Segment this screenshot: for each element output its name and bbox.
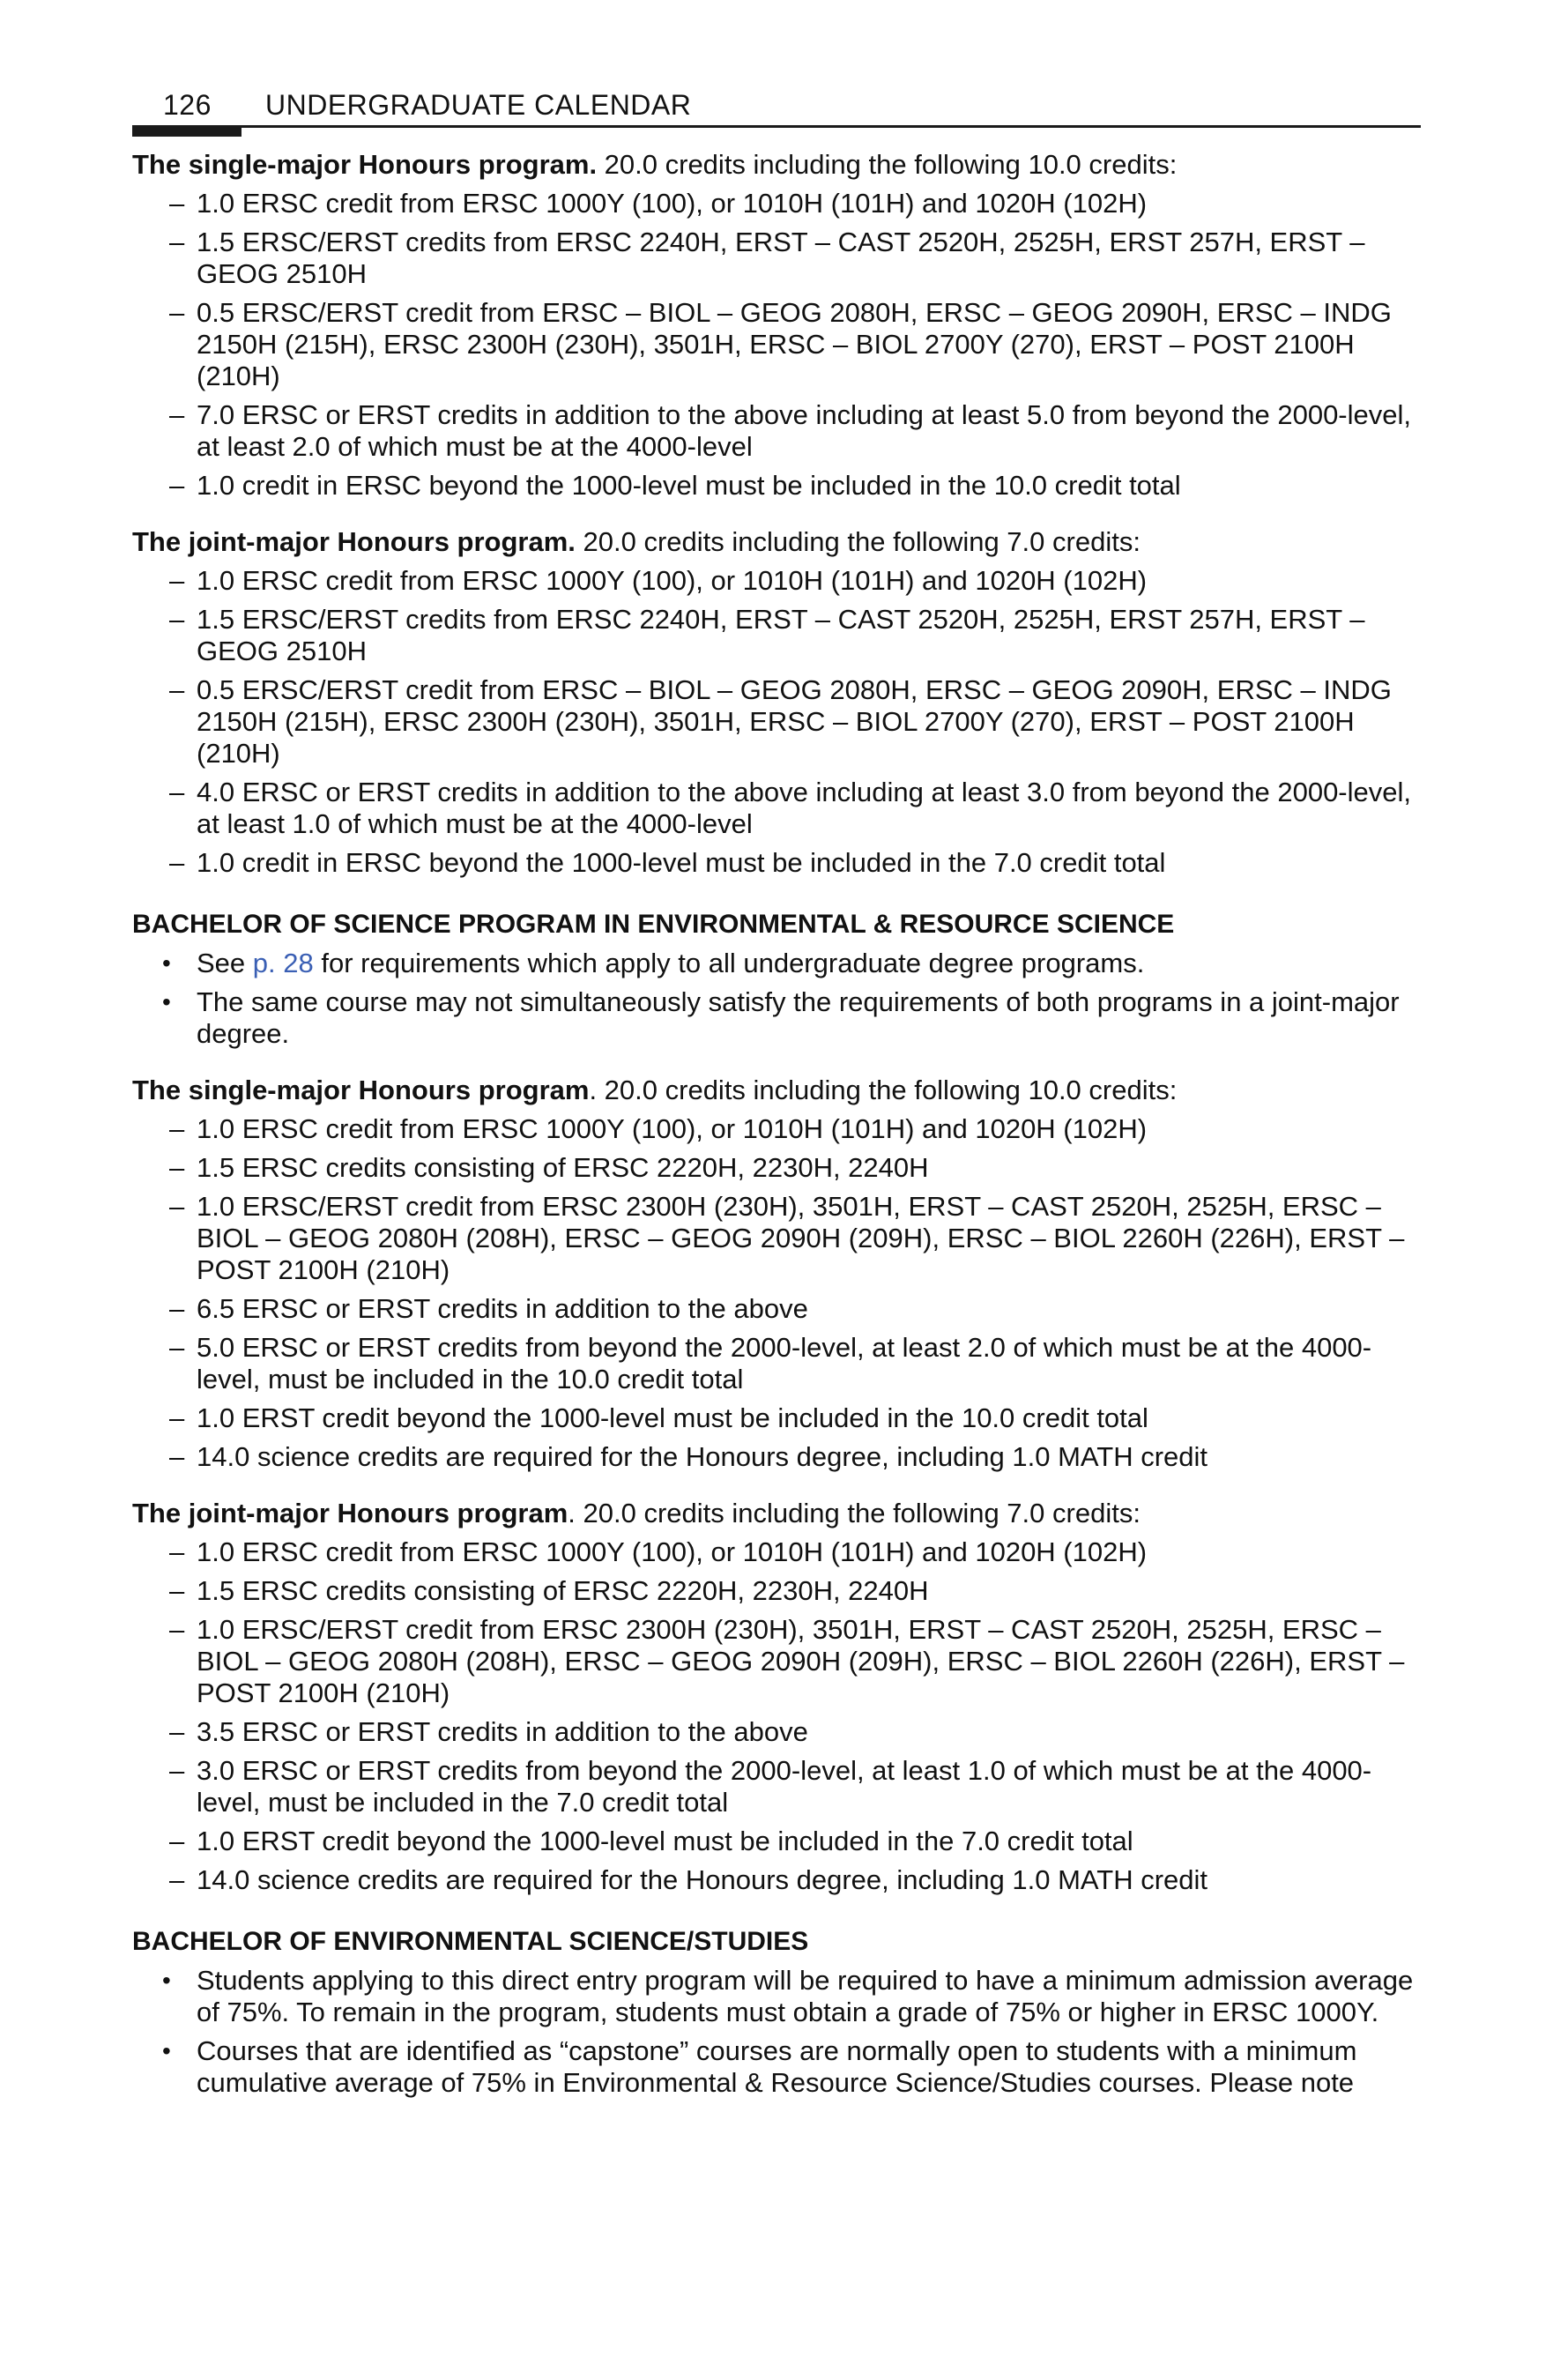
item-text: 1.0 ERSC credit from ERSC 1000Y (100), or 1010H (101H) and 1020H (102H) (197, 1113, 1148, 1144)
dash-marker: – (169, 1441, 185, 1472)
list-item (132, 1965, 1421, 2028)
program-credits: 20.0 credits including the following 7.0 credits: (575, 526, 1141, 557)
item-text: 1.5 ERSC credits consisting of ERSC 2220H, 2230H, 2240H (197, 1575, 929, 1606)
running-title: UNDERGRADUATE CALENDAR (265, 89, 692, 121)
list-item (132, 1575, 1421, 1607)
list-item (132, 2035, 1421, 2099)
dash-marker: – (169, 399, 185, 430)
item-text: 14.0 science credits are required for the Honours degree, including 1.0 MATH credit (197, 1864, 1208, 1895)
list-item (132, 1402, 1421, 1434)
item-text: 1.5 ERSC credits consisting of ERSC 2220H, 2230H, 2240H (197, 1152, 929, 1183)
program-lead (132, 526, 1421, 558)
bsc-joint-major-honours (132, 1498, 1421, 1896)
program-lead (132, 1075, 1421, 1106)
dash-marker: – (169, 1755, 185, 1786)
item-text: 3.0 ERSC or ERST credits from beyond the 2000-level, at least 1.0 of which must be at the 4000-level, must be included in the 7.0 credit total (197, 1755, 1372, 1818)
list-item (132, 1536, 1421, 1568)
list-item (132, 674, 1421, 770)
dash-marker: – (169, 777, 185, 807)
bullet-marker: • (162, 2037, 171, 2064)
item-text: 14.0 science credits are required for the Honours degree, including 1.0 MATH credit (197, 1441, 1208, 1472)
item-text: 1.5 ERSC/ERST credits from ERSC 2240H, ERST – CAST 2520H, 2525H, ERST 257H, ERST – GEOG 2510H (197, 604, 1365, 666)
list-item (132, 1614, 1421, 1709)
list-item (132, 297, 1421, 392)
list-item (132, 188, 1421, 219)
dash-marker: – (169, 604, 185, 635)
section-heading-bes: BACHELOR OF ENVIRONMENTAL SCIENCE/STUDIES (132, 1927, 809, 1956)
dash-marker: – (169, 1536, 185, 1567)
item-text: 1.0 credit in ERSC beyond the 1000-level must be included in the 7.0 credit total (197, 847, 1166, 878)
dash-marker: – (169, 1152, 185, 1183)
dash-marker: – (169, 674, 185, 705)
dash-marker: – (169, 847, 185, 878)
requirements-list (132, 1113, 1421, 1473)
requirements-list (132, 1536, 1421, 1896)
list-item (132, 986, 1421, 1050)
item-text: Courses that are identified as “capstone” courses are normally open to students with a minimum cumulative average of 75% in Environmental & Resource Science/Studies courses. Please note (197, 2035, 1357, 2098)
program-title: The single-major Honours program. (132, 149, 598, 180)
list-item (132, 777, 1421, 840)
list-item (132, 565, 1421, 597)
item-text: 1.0 ERSC credit from ERSC 1000Y (100), or 1010H (101H) and 1020H (102H) (197, 1536, 1148, 1567)
item-text: 1.0 ERSC/ERST credit from ERSC 2300H (230H), 3501H, ERST – CAST 2520H, 2525H, ERSC – BIOL – GEOG 2080H (208H), ERSC – GEOG 2090H (209H), ERSC – BIOL 2260H (226H), ERST – POST 2100H (210H) (197, 1614, 1405, 1708)
bsc-single-major-honours (132, 1075, 1421, 1473)
bullet-marker: • (162, 988, 171, 1015)
item-text: Students applying to this direct entry program will be required to have a minimum admission average of 75%. To remain in the program, students must obtain a grade of 75% or higher in ERSC 1000Y. (197, 1965, 1414, 2027)
list-item (132, 604, 1421, 667)
item-text: 4.0 ERSC or ERST credits in addition to the above including at least 3.0 from beyond the 2000-level, at least 1.0 of which must be at the 4000-level (197, 777, 1412, 839)
dash-marker: – (169, 188, 185, 219)
dash-marker: – (169, 565, 185, 596)
dash-marker: – (169, 1191, 185, 1222)
list-item (132, 1332, 1421, 1395)
list-item (132, 1716, 1421, 1748)
list-item (132, 227, 1421, 290)
bsc-notes-list (132, 948, 1421, 1050)
bullet-marker: • (162, 1967, 171, 1994)
item-text: 1.0 ERSC credit from ERSC 1000Y (100), or 1010H (101H) and 1020H (102H) (197, 188, 1148, 219)
page-header (132, 81, 1421, 128)
page-link[interactable]: p. 28 (252, 948, 314, 978)
header-tab-bar (132, 128, 241, 137)
item-text: 6.5 ERSC or ERST credits in addition to the above (197, 1293, 808, 1324)
item-text: The same course may not simultaneously satisfy the requirements of both programs in a joint-major degree. (197, 986, 1400, 1049)
item-text: 1.0 ERST credit beyond the 1000-level must be included in the 7.0 credit total (197, 1826, 1133, 1856)
requirements-list (132, 188, 1421, 502)
dash-marker: – (169, 1332, 185, 1363)
item-text: 7.0 ERSC or ERST credits in addition to the above including at least 5.0 from beyond the 2000-level, at least 2.0 of which must be at the 4000-level (197, 399, 1412, 462)
dash-marker: – (169, 1826, 185, 1856)
item-text: 3.5 ERSC or ERST credits in addition to the above (197, 1716, 808, 1747)
program-credits: . 20.0 credits including the following 10.0 credits: (589, 1075, 1178, 1105)
dash-marker: – (169, 1402, 185, 1433)
list-item (132, 1191, 1421, 1286)
program-title: The joint-major Honours program (132, 1498, 568, 1528)
item-text: 0.5 ERSC/ERST credit from ERSC – BIOL – GEOG 2080H, ERSC – GEOG 2090H, ERSC – INDG 2150H (215H), ERSC 2300H (230H), 3501H, ERSC – BIOL 2700Y (270), ERST – POST 2100H (210H) (197, 674, 1392, 769)
item-text: 1.0 ERST credit beyond the 1000-level must be included in the 10.0 credit total (197, 1402, 1148, 1433)
program-lead (132, 149, 1421, 181)
item-text: for requirements which apply to all undergraduate degree programs. (313, 948, 1145, 978)
dash-marker: – (169, 1864, 185, 1895)
program-credits: . 20.0 credits including the following 7.0 credits: (568, 1498, 1141, 1528)
bes-notes-list (132, 1965, 1421, 2099)
dash-marker: – (169, 1113, 185, 1144)
item-text: 1.0 ERSC credit from ERSC 1000Y (100), or 1010H (101H) and 1020H (102H) (197, 565, 1148, 596)
ba-single-major-honours (132, 149, 1421, 502)
list-item (132, 1755, 1421, 1818)
calendar-page (132, 81, 1421, 2099)
item-text: See (197, 948, 253, 978)
dash-marker: – (169, 1614, 185, 1645)
program-title: The joint-major Honours program. (132, 526, 576, 557)
list-item (132, 399, 1421, 463)
list-item (132, 470, 1421, 502)
list-item (132, 1441, 1421, 1473)
ba-joint-major-honours (132, 526, 1421, 879)
dash-marker: – (169, 227, 185, 257)
dash-marker: – (169, 1716, 185, 1747)
list-item (132, 1152, 1421, 1184)
section-heading-bsc: BACHELOR OF SCIENCE PROGRAM IN ENVIRONMENTAL & RESOURCE SCIENCE (132, 910, 1175, 939)
list-item (132, 1293, 1421, 1325)
dash-marker: – (169, 470, 185, 501)
bullet-marker: • (162, 949, 171, 977)
item-text: 5.0 ERSC or ERST credits from beyond the 2000-level, at least 2.0 of which must be at the 4000-level, must be included in the 10.0 credit total (197, 1332, 1372, 1395)
item-text: 1.0 ERSC/ERST credit from ERSC 2300H (230H), 3501H, ERST – CAST 2520H, 2525H, ERSC – BIOL – GEOG 2080H (208H), ERSC – GEOG 2090H (209H), ERSC – BIOL 2260H (226H), ERST – POST 2100H (210H) (197, 1191, 1405, 1285)
list-item (132, 847, 1421, 879)
dash-marker: – (169, 297, 185, 328)
program-lead (132, 1498, 1421, 1529)
requirements-list (132, 565, 1421, 879)
dash-marker: – (169, 1293, 185, 1324)
list-item (132, 1113, 1421, 1145)
item-text: 1.0 credit in ERSC beyond the 1000-level must be included in the 10.0 credit total (197, 470, 1181, 501)
program-title: The single-major Honours program (132, 1075, 590, 1105)
list-item (132, 948, 1421, 979)
item-text: 0.5 ERSC/ERST credit from ERSC – BIOL – GEOG 2080H, ERSC – GEOG 2090H, ERSC – INDG 2150H (215H), ERSC 2300H (230H), 3501H, ERSC – BIOL 2700Y (270), ERST – POST 2100H (210H) (197, 297, 1392, 391)
list-item (132, 1864, 1421, 1896)
dash-marker: – (169, 1575, 185, 1606)
page-number: 126 (163, 89, 212, 121)
list-item (132, 1826, 1421, 1857)
program-credits: 20.0 credits including the following 10.0 credits: (597, 149, 1178, 180)
item-text: 1.5 ERSC/ERST credits from ERSC 2240H, ERST – CAST 2520H, 2525H, ERST 257H, ERST – GEOG 2510H (197, 227, 1365, 289)
